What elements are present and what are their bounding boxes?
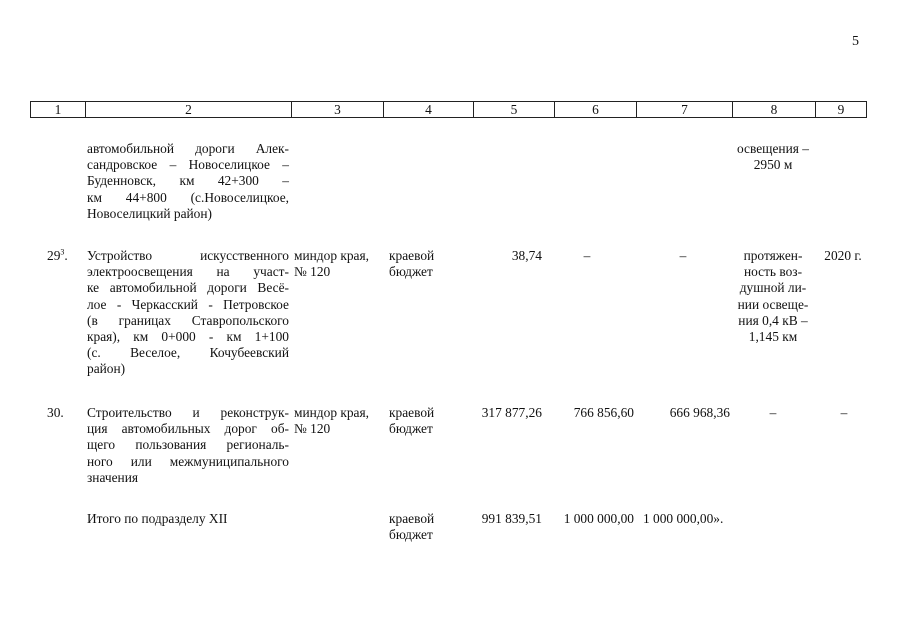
row-29-3-indicator: [727, 248, 819, 345]
text-line: бюджет: [389, 421, 433, 437]
row-number: 29: [47, 248, 61, 263]
text-line: 1,145 км: [748, 329, 798, 345]
text-line: ния 0,4 кВ –: [738, 312, 808, 328]
text-line: ность воз-: [743, 264, 803, 280]
column-header-5: 5: [474, 102, 555, 118]
text-line: краевой: [389, 248, 435, 263]
column-header-2: 2: [86, 102, 292, 118]
text-line: автомобильной дороги Алек-: [87, 141, 289, 156]
row-number-suffix: .: [64, 248, 68, 263]
text-line: (в границах Ставропольского: [87, 312, 289, 328]
row-29-3-number: [47, 248, 83, 264]
text-line: ке автомобильной дороги Весё-: [87, 280, 289, 296]
text-line: Буденновск, км 42+300 –: [87, 173, 289, 189]
text-line: ного или межмуниципального: [87, 453, 289, 469]
text-line: км 44+800 (с.Новоселицкое,: [87, 189, 289, 205]
text-line: миндор края,: [294, 405, 370, 420]
text-line: протяжен-: [743, 248, 803, 263]
row-30-2020: 317 877,26: [481, 405, 542, 420]
text-line: лое - Черкасский - Петровское: [87, 296, 289, 312]
total-2021: 1 000 000,00: [563, 511, 634, 526]
row-29-3-name: [87, 248, 289, 378]
row-30-number: 30.: [47, 405, 64, 420]
row-30-funding-source: [389, 405, 459, 437]
column-header-1: 1: [31, 102, 86, 118]
column-number-header: [30, 101, 867, 118]
row-30-indicator: –: [769, 405, 777, 420]
row-29-3-2020: 38,74: [511, 248, 542, 263]
text-line: ция автомобильных дорог об-: [87, 421, 289, 437]
row-30-2022: 666 968,36: [669, 405, 730, 420]
text-line: электроосвещения на участ-: [87, 264, 289, 280]
column-header-9: 9: [816, 102, 867, 118]
continuation-name: [87, 141, 289, 222]
column-header-8: 8: [733, 102, 816, 118]
text-line: (с. Веселое, Кочубеевский: [87, 345, 289, 361]
page-number: 5: [852, 34, 859, 49]
text-line: миндор края,: [294, 248, 370, 263]
row-29-3-funding-source: [389, 248, 459, 280]
text-line: Строительство и реконструк-: [87, 405, 289, 420]
row-30-name: [87, 405, 289, 486]
row-29-3-2022: –: [679, 248, 687, 263]
column-header-4: 4: [384, 102, 474, 118]
column-header-6: 6: [555, 102, 637, 118]
total-funding-source: [389, 511, 459, 543]
text-line: краевой: [389, 405, 435, 420]
total-2020: 991 839,51: [481, 511, 542, 526]
row-29-3-deadline: 2020 г.: [824, 248, 862, 263]
text-line: бюджет: [389, 264, 433, 280]
column-header-3: 3: [292, 102, 384, 118]
text-line: краевой: [389, 511, 435, 526]
row-29-3-2021: –: [583, 248, 591, 263]
text-line: душной ли-: [739, 280, 807, 296]
text-line: район): [87, 361, 126, 377]
total-label: Итого по подразделу XII: [87, 511, 228, 526]
text-line: № 120: [294, 421, 331, 437]
text-line: № 120: [294, 264, 331, 280]
text-line: Новоселицкий район): [87, 205, 213, 221]
text-line: 2950 м: [753, 157, 793, 173]
row-30-deadline: –: [840, 405, 848, 420]
text-line: нии освеще-: [737, 296, 809, 312]
text-line: Устройство искусственного: [87, 248, 289, 263]
text-line: щего пользования региональ-: [87, 437, 289, 453]
row-30-2021: 766 856,60: [573, 405, 634, 420]
text-line: края), км 0+000 - км 1+100: [87, 329, 289, 345]
column-header-7: 7: [637, 102, 733, 118]
total-2022: 1 000 000,00».: [643, 511, 724, 526]
row-30-executor: [294, 405, 384, 437]
text-line: сандровское – Новоселицкое –: [87, 157, 289, 173]
row-29-3-executor: [294, 248, 384, 280]
text-line: бюджет: [389, 527, 433, 543]
text-line: значения: [87, 469, 139, 485]
row-number-superscript: 3: [60, 247, 65, 257]
text-line: освещения –: [737, 141, 809, 156]
continuation-indicator: [727, 141, 819, 173]
